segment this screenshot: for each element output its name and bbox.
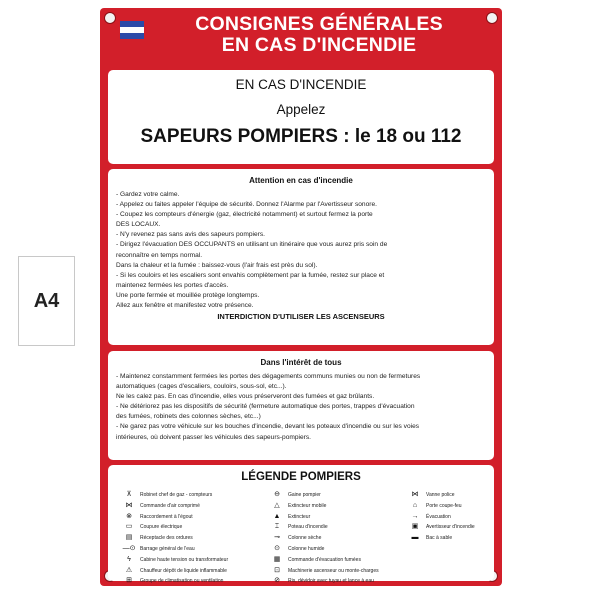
attention-title: Attention en cas d'incendie	[249, 176, 353, 185]
interest-title: Dans l'intérêt de tous	[260, 358, 342, 367]
legend-label: Colonne sèche	[288, 535, 322, 542]
list-item: maintenez fermées les portes d'accès.	[116, 281, 229, 289]
legend-label: Chauffeur dépôt de liquide inflammable	[140, 567, 227, 574]
extinguisher-icon: ▲	[273, 512, 281, 520]
legend-item	[270, 512, 379, 523]
legend-label: Barrage général de l'eau	[140, 545, 195, 552]
legend-label: Commande d'évacuation fumées	[288, 556, 361, 563]
legend-column-3	[408, 490, 475, 544]
ventilation-icon: ⊞	[126, 577, 132, 585]
fire-hydrant-icon: ⌶	[274, 523, 280, 531]
compressed-air-icon: ⋈	[125, 501, 133, 509]
legend-label: Évacuation	[426, 513, 451, 520]
legend-item	[270, 522, 379, 533]
mounting-hole	[486, 12, 498, 24]
emergency-call-text: Appelez	[276, 102, 326, 117]
elevator-ban-notice: INTERDICTION D'UTILISER LES ASCENSEURS	[217, 312, 385, 322]
sign-title	[154, 14, 484, 56]
legend-item	[270, 501, 379, 512]
power-cutoff-icon: ▭	[125, 523, 133, 531]
police-valve-icon: ⋈	[411, 491, 419, 498]
sewer-connection-icon: ⊗	[126, 512, 132, 520]
evacuation-arrow-icon: →	[411, 512, 419, 520]
legend-label: Avertisseur d'incendie	[426, 524, 475, 531]
legend-item	[122, 522, 228, 533]
list-item: - Coupez les compteurs d'énergie (gaz, électricité notamment) et surtout fermez la porte	[116, 211, 373, 219]
firefighter-duct-icon: ⊖	[274, 491, 280, 498]
water-shutoff-icon: —⊙	[122, 544, 136, 552]
legend-label: Vanne police	[426, 492, 455, 498]
legend-item	[408, 512, 475, 523]
legend-item	[408, 522, 475, 533]
legend-item	[270, 555, 379, 566]
interest-list	[116, 372, 494, 443]
legend-item	[270, 576, 379, 587]
high-voltage-icon: ϟ	[127, 555, 131, 563]
flammable-liquid-icon: ⚠	[125, 566, 133, 574]
legend-label: Porte coupe-feu	[426, 502, 462, 509]
legend-item	[270, 544, 379, 555]
sign-title-line2: EN CAS D'INCENDIE	[221, 34, 417, 56]
format-badge-label: A4	[33, 289, 60, 312]
list-item: Ne les calez pas. En cas d'incendie, elles vous préserveront des fumées et gaz brûlants.	[116, 393, 375, 401]
list-item: DES LOCAUX.	[116, 221, 161, 229]
legend-item	[270, 533, 379, 544]
legend-item	[122, 501, 228, 512]
elevator-machinery-icon: ⊡	[274, 566, 280, 574]
list-item: automatiques (cages d'escaliers, couloirs, sous-sol, etc...).	[116, 383, 287, 391]
legend-label: Ris, dévidoir avec tuyau et lance à eau	[288, 578, 374, 585]
list-item: - Maintenez constamment fermées les portes des dégagements communs munies ou non de fermetures	[116, 373, 421, 380]
list-item: - Si les couloirs et les escaliers sont envahis complètement par la fumée, restez sur place et	[116, 271, 385, 279]
list-item: - Ne garez pas votre véhicule sur les bouches d'incendie, devant les poteaux d'incendie ou sur les voies	[116, 423, 420, 431]
flag-logo	[120, 21, 144, 39]
legend-item	[122, 555, 228, 566]
list-item: Allez aux fenêtre et manifestez votre présence.	[116, 302, 254, 310]
legend-label: Extincteur	[288, 513, 311, 520]
legend-label: Robinet chef de gaz - compteurs	[140, 492, 213, 498]
legend-item	[270, 490, 379, 501]
list-item: - Appelez ou faites appeler l'équipe de sécurité. Donnez l'Alarme par l'Avertisseur sonore.	[116, 201, 377, 209]
legend-label: Coupure électrique	[140, 524, 183, 531]
list-item: - Dirigez l'évacuation DES OCCUPANTS en utilisant un itinéraire que vous aurez pris soin de	[116, 241, 388, 249]
legend-label: Bac à sable	[426, 535, 453, 542]
legend-label: Réceptacle des ordures	[140, 535, 193, 542]
legend-label: Poteau d'incendie	[288, 524, 328, 531]
fire-safety-sign	[100, 8, 502, 586]
attention-panel	[108, 169, 494, 345]
legend-item	[122, 533, 228, 544]
legend-column-1	[122, 490, 228, 587]
fire-alarm-icon: ▣	[411, 523, 419, 531]
list-item: Dans la chaleur et la fumée : baissez-vous (l'air frais est près du sol).	[116, 261, 318, 269]
legend-label: Raccordement à l'égout	[140, 513, 193, 520]
legend-item	[122, 490, 228, 501]
emergency-numbers: SAPEURS POMPIERS : le 18 ou 112	[140, 126, 462, 147]
legend-item	[122, 544, 228, 555]
list-item: des fumées, robinets des colonnes sèches, etc...)	[116, 413, 261, 421]
attention-list	[116, 190, 494, 311]
smoke-exhaust-icon: ▦	[273, 555, 281, 563]
wet-riser-icon: ⊙	[274, 544, 280, 552]
sign-title-line1: CONSIGNES GÉNÉRALES	[195, 13, 443, 35]
list-item: Une porte fermée et mouillée protège longtemps.	[116, 291, 260, 299]
legend-label: Gaine pompier	[288, 492, 321, 498]
legend-item	[270, 566, 379, 577]
interest-panel	[108, 351, 494, 460]
gas-valve-icon: ⊼	[126, 491, 132, 498]
fire-door-icon: ⌂	[412, 501, 418, 509]
list-item: intérieures, où doivent passer les véhicules des sapeurs-pompiers.	[116, 433, 311, 441]
legend-label: Extincteur mobile	[288, 502, 327, 509]
list-item: - N'y revenez pas sans avis des sapeurs pompiers.	[116, 231, 265, 239]
legend-item	[122, 576, 228, 587]
legend-label: Colonne humide	[288, 545, 325, 552]
list-item: - Ne détériorez pas les dispositifs de sécurité (fermeture automatique des portes, trappes d'évacuation	[116, 403, 415, 411]
waste-bin-icon: ▤	[125, 534, 133, 542]
sand-bin-icon: ▬	[411, 534, 419, 542]
legend-label: Commande d'air comprimé	[140, 502, 200, 509]
emergency-heading: EN CAS D'INCENDIE	[235, 77, 367, 92]
list-item: reconnaître en temps normal.	[116, 251, 203, 259]
legend-item	[408, 533, 475, 544]
legend-label: Cabine haute tension ou transformateur	[140, 556, 229, 563]
legend-item	[408, 490, 475, 501]
mounting-hole	[104, 12, 116, 24]
legend-title: LÉGENDE POMPIERS	[241, 471, 361, 483]
legend-item	[122, 566, 228, 577]
legend-label: Machinerie ascenseur ou monte-charges	[288, 567, 379, 574]
emergency-call-panel	[108, 70, 494, 164]
dry-riser-icon: ⊸	[274, 534, 280, 542]
legend-item	[408, 501, 475, 512]
legend-label: Groupe de climatisation ou ventilation	[140, 578, 224, 585]
legend-item	[122, 512, 228, 523]
mobile-extinguisher-icon: △	[274, 501, 280, 509]
list-item: - Gardez votre calme.	[116, 191, 180, 198]
legend-column-2	[270, 490, 379, 587]
hose-reel-icon: ⊘	[274, 577, 280, 585]
legend-panel	[108, 465, 494, 585]
format-badge	[18, 256, 75, 346]
